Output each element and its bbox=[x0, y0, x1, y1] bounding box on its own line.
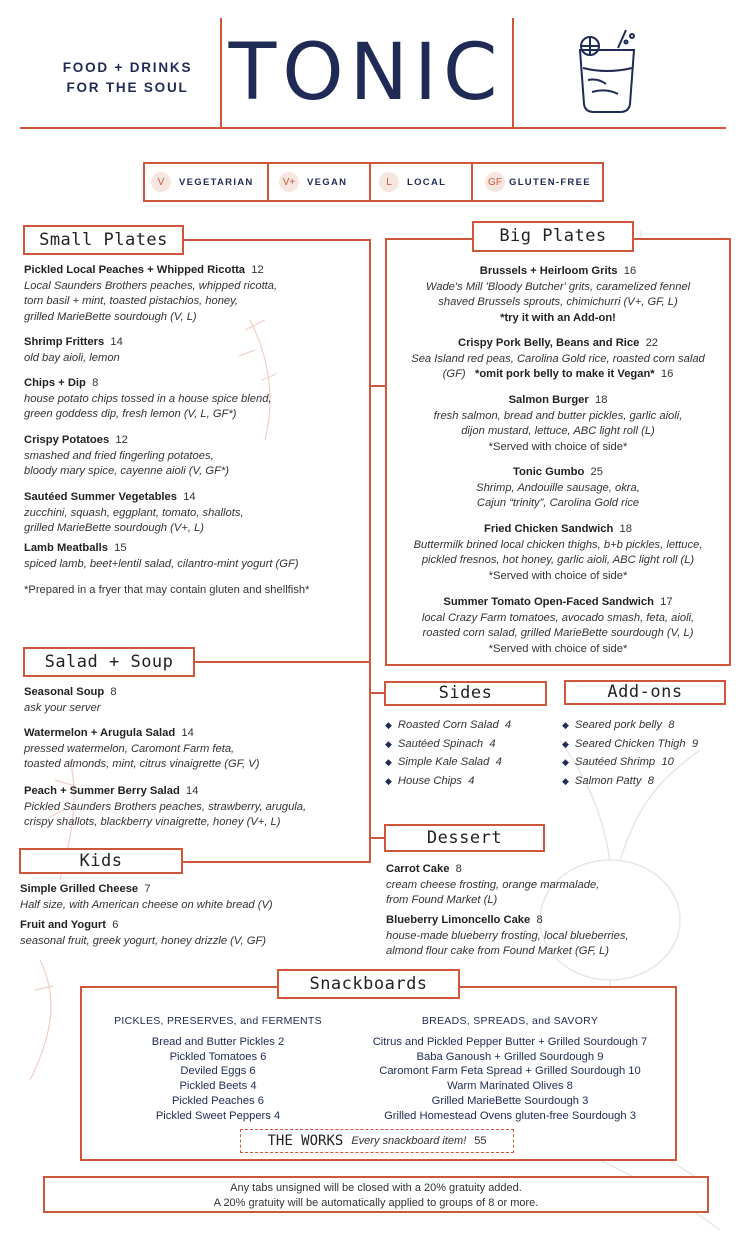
menu-item bbox=[390, 595, 726, 657]
item-desc: Shrimp, Andouille sausage, okra, bbox=[476, 481, 640, 494]
item-desc: shaved Brussels sprouts, chimichurri (V+, GF, L) bbox=[438, 296, 678, 308]
item-desc: fresh salmon, bread and butter pickles, garlic aioli, bbox=[433, 409, 683, 422]
side-name: Sautéed Spinach bbox=[397, 737, 484, 750]
item-desc: spiced lamb, beet+lentil salad, cilantro-mint yogurt (GF) bbox=[24, 557, 299, 570]
item-desc: local Crazy Farm tomatoes, avocado smash, feta, aioli, bbox=[421, 611, 695, 624]
diamond-bullet-icon: ◆ bbox=[562, 720, 569, 730]
addons-list bbox=[562, 716, 742, 790]
item-name: Crispy Potatoes bbox=[24, 434, 110, 446]
menu-item bbox=[24, 376, 364, 423]
item-desc: almond flour cake from Found Market (GF, L) bbox=[386, 945, 610, 957]
item-price: 18 bbox=[594, 394, 608, 406]
legend-vegetarian bbox=[151, 164, 269, 200]
menu-item bbox=[390, 465, 726, 512]
item-note: *try it with an Add-on! bbox=[500, 311, 616, 324]
diamond-bullet-icon: ◆ bbox=[385, 757, 392, 767]
list-item: Citrus and Pickled Pepper Butter + Grilled Sourdough 7 bbox=[372, 1035, 648, 1048]
section-small-plates-title: Small Plates bbox=[23, 225, 184, 255]
list-item: Pickled Tomatoes 6 bbox=[169, 1050, 267, 1063]
item-desc: toasted almonds, mint, citrus vinaigrette (GF, V) bbox=[24, 758, 260, 770]
header-divider-right bbox=[512, 18, 514, 128]
item-desc: Pickled Saunders Brothers peaches, strawberry, arugula, bbox=[24, 800, 307, 813]
list-item bbox=[385, 753, 560, 772]
item-price: 8 bbox=[92, 377, 99, 389]
local-badge-icon: L bbox=[379, 172, 399, 192]
item-desc: Cajun “trinity”, Carolina Gold rice bbox=[476, 497, 640, 509]
list-item bbox=[562, 753, 742, 772]
item-desc: torn basil + mint, toasted pistachios, honey, bbox=[24, 295, 239, 307]
list-item: Grilled MarieBette Sourdough 3 bbox=[431, 1094, 589, 1107]
menu-item bbox=[24, 335, 364, 366]
item-price: 18 bbox=[619, 523, 632, 535]
tagline-line2: FOR THE SOUL bbox=[66, 80, 189, 95]
item-name: Blueberry Limoncello Cake bbox=[386, 914, 531, 926]
vegetarian-badge-icon: V bbox=[151, 172, 171, 192]
the-works-label: THE WORKS bbox=[267, 1133, 344, 1149]
section-addons-title: Add-ons bbox=[564, 680, 726, 705]
item-desc: from Found Market (L) bbox=[386, 894, 498, 906]
side-price: 4 bbox=[468, 774, 475, 787]
item-desc: Local Saunders Brothers peaches, whipped ricotta, bbox=[24, 279, 278, 292]
side-name: Simple Kale Salad bbox=[397, 756, 490, 768]
list-item: Bread and Butter Pickles 2 bbox=[151, 1035, 285, 1048]
addon-price: 9 bbox=[691, 737, 699, 750]
item-price: 17 bbox=[660, 596, 673, 608]
item-price: 8 bbox=[110, 686, 117, 698]
item-name: Crispy Pork Belly, Beans and Rice bbox=[457, 337, 640, 349]
item-price: 14 bbox=[183, 491, 196, 503]
section-big-plates-title: Big Plates bbox=[472, 221, 634, 252]
item-desc: green goddess dip, fresh lemon (V, L, GF*) bbox=[24, 408, 237, 420]
item-price: 14 bbox=[181, 727, 194, 739]
item-desc: smashed and fried fingerling potatoes, bbox=[24, 449, 214, 462]
list-item bbox=[385, 772, 560, 791]
item-name: Tonic Gumbo bbox=[513, 466, 585, 478]
gluten-free-badge-icon: GF bbox=[485, 172, 505, 192]
item-desc: crispy shallots, blackberry vinaigrette, honey (V+, L) bbox=[24, 816, 281, 828]
legend-local bbox=[379, 164, 469, 200]
item-name: Pickled Local Peaches + Whipped Ricotta bbox=[24, 264, 246, 276]
connector bbox=[194, 661, 370, 663]
list-item bbox=[562, 772, 742, 791]
fryer-footnote: *Prepared in a fryer that may contain gluten and shellfish* bbox=[24, 584, 310, 596]
connector bbox=[181, 861, 371, 863]
item-desc: grilled MarieBette sourdough (V+, L) bbox=[24, 522, 205, 534]
legend-divider bbox=[471, 164, 473, 200]
header-rule bbox=[20, 127, 726, 129]
side-price: 4 bbox=[504, 719, 512, 731]
item-desc: bloody mary spice, cayenne aioli (V, GF*) bbox=[24, 465, 229, 477]
item-price: 8 bbox=[536, 914, 543, 926]
item-name: Peach + Summer Berry Salad bbox=[24, 785, 180, 797]
item-desc: old bay aioli, lemon bbox=[24, 351, 120, 364]
menu-item bbox=[390, 264, 726, 326]
menu-item bbox=[24, 490, 364, 537]
item-name: Salmon Burger bbox=[508, 394, 589, 406]
menu-item bbox=[24, 263, 364, 325]
list-item bbox=[562, 735, 742, 754]
section-kids-title: Kids bbox=[19, 848, 183, 874]
item-price: 22 bbox=[645, 337, 659, 349]
item-price: 12 bbox=[115, 434, 128, 446]
item-desc: Wade's Mill 'Bloody Butcher' grits, caramelized fennel bbox=[425, 280, 691, 293]
section-sides-title: Sides bbox=[384, 681, 547, 706]
section-snackboards-title: Snackboards bbox=[277, 969, 460, 999]
snackboard-pickles-column bbox=[98, 1014, 338, 1124]
item-name: Watermelon + Arugula Salad bbox=[24, 727, 176, 739]
menu-item bbox=[24, 541, 364, 572]
menu-item bbox=[390, 393, 726, 455]
list-item: Warm Marinated Olives 8 bbox=[447, 1080, 573, 1093]
connector bbox=[369, 837, 371, 863]
section-dessert-title: Dessert bbox=[384, 824, 545, 852]
item-desc: Sea Island red peas, Carolina Gold rice, roasted corn salad bbox=[411, 352, 705, 365]
page-title: TONIC bbox=[228, 28, 504, 118]
menu-item bbox=[386, 862, 731, 909]
menu-tree-line bbox=[369, 239, 371, 863]
menu-item bbox=[390, 522, 726, 584]
item-price: 8 bbox=[455, 863, 462, 875]
item-price: 14 bbox=[110, 336, 123, 348]
side-name: Roasted Corn Salad bbox=[397, 719, 499, 731]
addon-name: Seared pork belly bbox=[574, 719, 662, 731]
list-item: Pickled Beets 4 bbox=[179, 1080, 257, 1093]
tagline bbox=[40, 58, 215, 98]
legend-divider bbox=[267, 164, 269, 200]
drink-glass-icon bbox=[570, 28, 640, 116]
item-desc: pressed watermelon, Caromont Farm feta, bbox=[24, 742, 235, 755]
section-salad-soup-title: Salad + Soup bbox=[23, 647, 195, 677]
vegan-badge-icon: V+ bbox=[279, 172, 299, 192]
item-name: Simple Grilled Cheese bbox=[20, 883, 139, 895]
item-price: 7 bbox=[144, 883, 151, 895]
gratuity-line-1: Any tabs unsigned will be closed with a 20% gratuity added. bbox=[230, 1182, 522, 1194]
legend-vegan bbox=[279, 164, 369, 200]
menu-item bbox=[24, 784, 369, 831]
diamond-bullet-icon: ◆ bbox=[385, 720, 392, 730]
item-desc: Buttermilk brined local chicken thighs, b+b pickles, lettuce, bbox=[413, 538, 703, 551]
the-works-box bbox=[240, 1129, 514, 1153]
diamond-bullet-icon: ◆ bbox=[385, 738, 392, 749]
item-desc: grilled MarieBette sourdough (V, L) bbox=[24, 310, 197, 323]
addon-name: Seared Chicken Thigh bbox=[574, 737, 686, 750]
item-desc: cream cheese frosting, orange marmalade, bbox=[386, 878, 600, 891]
item-note: *Served with choice of side* bbox=[488, 569, 628, 582]
the-works-desc: Every snackboard item! bbox=[351, 1135, 467, 1147]
item-name: Lamb Meatballs bbox=[24, 542, 108, 554]
item-desc: ask your server bbox=[24, 701, 101, 714]
item-price: 25 bbox=[590, 466, 603, 478]
menu-item bbox=[390, 336, 726, 383]
list-item: Baba Ganoush + Grilled Sourdough 9 bbox=[416, 1050, 604, 1063]
item-desc: house potato chips tossed in a house spice blend, bbox=[24, 392, 272, 405]
item-price: 15 bbox=[114, 542, 127, 554]
list-item bbox=[385, 716, 560, 735]
menu-item bbox=[24, 685, 364, 716]
item-name: Shrimp Fritters bbox=[24, 336, 105, 348]
menu-item bbox=[24, 433, 364, 480]
diamond-bullet-icon: ◆ bbox=[562, 757, 569, 767]
addon-price: 8 bbox=[647, 774, 654, 787]
addon-price: 8 bbox=[668, 719, 675, 731]
item-price: 12 bbox=[251, 264, 264, 276]
legend-gluten-free bbox=[485, 164, 603, 200]
side-name: House Chips bbox=[397, 774, 462, 787]
connector bbox=[369, 385, 386, 387]
side-price: 4 bbox=[489, 737, 496, 750]
menu-item bbox=[20, 918, 365, 949]
item-desc: dijon mustard, lettuce, ABC light roll (L) bbox=[461, 425, 655, 437]
column-heading: PICKLES, PRESERVES, and FERMENTS bbox=[114, 1015, 322, 1027]
connector bbox=[182, 239, 371, 241]
legend-label: GLUTEN-FREE bbox=[509, 176, 591, 188]
item-name: Summer Tomato Open-Faced Sandwich bbox=[443, 596, 654, 608]
menu-item bbox=[24, 726, 364, 773]
snackboard-breads-column bbox=[342, 1014, 678, 1124]
legend-divider bbox=[369, 164, 371, 200]
addon-price: 10 bbox=[661, 756, 674, 768]
item-name: Carrot Cake bbox=[386, 863, 450, 875]
item-name: Brussels + Heirloom Grits bbox=[479, 265, 618, 277]
addon-name: Salmon Patty bbox=[574, 774, 642, 787]
list-item bbox=[562, 716, 742, 735]
item-name: Sautéed Summer Vegetables bbox=[24, 491, 177, 503]
sides-list bbox=[385, 716, 560, 790]
the-works-price: 55 bbox=[474, 1135, 487, 1147]
list-item bbox=[385, 735, 560, 754]
item-name: Chips + Dip bbox=[24, 377, 86, 389]
item-note: *omit pork belly to make it Vegan* bbox=[474, 368, 655, 380]
menu-item bbox=[20, 882, 365, 913]
legend-label: VEGAN bbox=[307, 176, 348, 188]
item-desc: zucchini, squash, eggplant, tomato, shallots, bbox=[24, 506, 244, 519]
legend-label: VEGETARIAN bbox=[179, 176, 254, 188]
diamond-bullet-icon: ◆ bbox=[562, 738, 569, 749]
column-heading: BREADS, SPREADS, and SAVORY bbox=[421, 1015, 599, 1027]
gratuity-line-2: A 20% gratuity will be automatically applied to groups of 8 or more. bbox=[213, 1197, 539, 1209]
list-item: Grilled Homestead Ovens gluten-free Sourdough 3 bbox=[384, 1109, 636, 1122]
item-price: 14 bbox=[186, 785, 199, 797]
menu-item bbox=[386, 913, 731, 960]
list-item: Deviled Eggs 6 bbox=[180, 1065, 256, 1078]
item-note: *Served with choice of side* bbox=[488, 440, 628, 453]
item-desc: (GF) bbox=[442, 368, 466, 380]
item-desc: seasonal fruit, greek yogurt, honey drizzle (V, GF) bbox=[20, 934, 267, 947]
list-item: Pickled Sweet Peppers 4 bbox=[155, 1109, 281, 1122]
addon-name: Sautéed Shrimp bbox=[574, 756, 656, 768]
item-name: Fried Chicken Sandwich bbox=[484, 523, 614, 535]
tagline-line1: FOOD + DRINKS bbox=[62, 60, 193, 75]
legend-label: LOCAL bbox=[407, 176, 447, 188]
item-price: 16 bbox=[660, 368, 674, 380]
list-item: Pickled Peaches 6 bbox=[171, 1094, 265, 1107]
gratuity-notice bbox=[43, 1176, 709, 1213]
item-desc: roasted corn salad, grilled MarieBette sourdough (V, L) bbox=[422, 627, 694, 639]
item-name: Seasonal Soup bbox=[24, 686, 105, 698]
item-name: Fruit and Yogurt bbox=[20, 919, 106, 931]
item-desc: pickled fresnos, hot honey, garlic aioli, ABC light roll (L) bbox=[421, 554, 695, 566]
item-desc: house-made blueberry frosting, local blueberries, bbox=[386, 929, 629, 942]
item-price: 6 bbox=[112, 919, 119, 931]
list-item: Caromont Farm Feta Spread + Grilled Sourdough 10 bbox=[379, 1065, 641, 1078]
item-desc: Half size, with American cheese on white bread (V) bbox=[20, 898, 273, 911]
side-price: 4 bbox=[495, 756, 502, 768]
item-note: *Served with choice of side* bbox=[488, 642, 628, 655]
diamond-bullet-icon: ◆ bbox=[562, 775, 569, 786]
item-price: 16 bbox=[623, 265, 637, 277]
dietary-legend bbox=[143, 162, 604, 202]
diamond-bullet-icon: ◆ bbox=[385, 775, 392, 786]
